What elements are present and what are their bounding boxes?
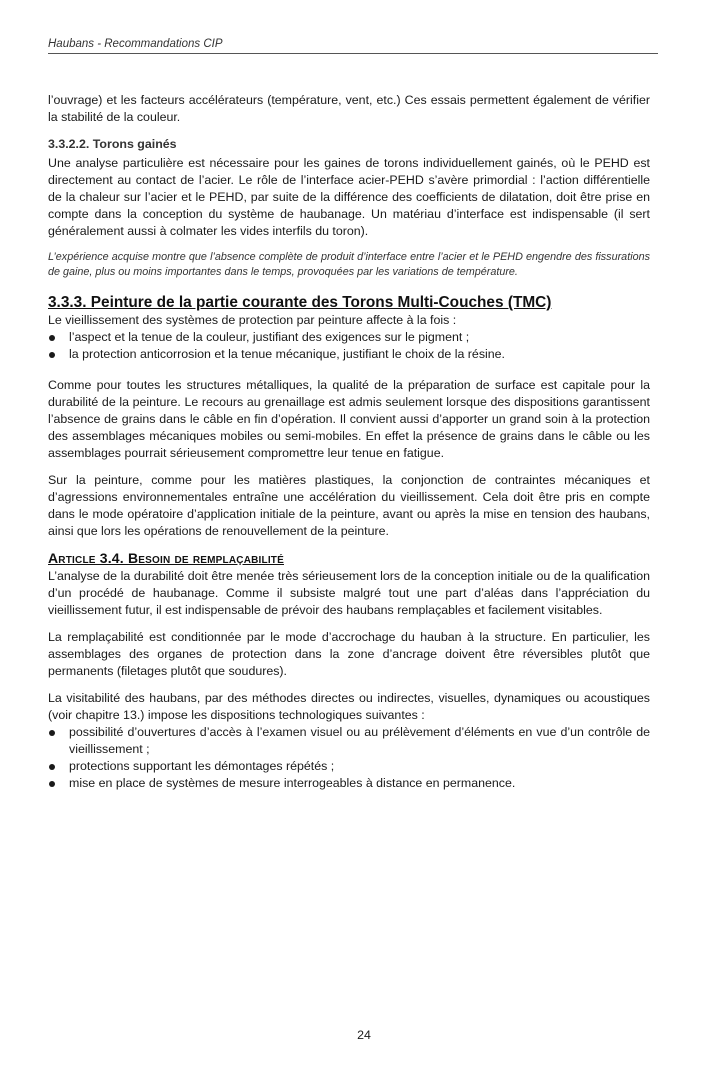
paragraph-torons-gaines: Une analyse particulière est nécessaire pour les gaines de torons individuellement gainés, où le PEHD est directement au contact de l’acier. Le rôle de l’interface acier-PEHD s’avère primordial : l’action différentielle de la chaleur sur l’acier et le PEHD, par suite de la différence des coefficients de dilatation, doit être prise en compte dans la conception du système de haubanage. Un matériau d’interface est indispensable (il sert généralement aussi à colmater les vides interfils du toron). <box>48 156 650 238</box>
page-number: 24 <box>357 1028 371 1042</box>
running-header: Haubans - Recommandations CIP <box>48 38 658 54</box>
subsection-heading-3322: 3.3.2.2. Torons gainés <box>48 137 177 151</box>
bullet-item <box>48 775 650 792</box>
bullet-item <box>48 346 650 363</box>
bullet-text: la protection anticorrosion et la tenue mécanique, justifiant le choix de la résine. <box>69 347 505 361</box>
paragraph-surface-preparation: Comme pour toutes les structures métalliques, la qualité de la préparation de surface est capitale pour la durabilité de la peinture. Le recours au grenaillage est admis seulement lorsque des dispositions garantissent l’absence de grains dans le câble en fin d’opération. Il convient aussi d’apporter un grand soin à la protection des assemblages mécaniques mobiles ou semi-mobiles. En effet la présence de grains dans le câble ou les assemblages pourrait sérieusement compromettre leur tenue en fatigue. <box>48 378 650 460</box>
bullet-item <box>48 758 650 775</box>
bullet-text: possibilité d’ouvertures d’accès à l’examen visuel ou au prélèvement d’éléments en vue d’un contrôle de vieillissement ; <box>69 725 650 756</box>
bullet-dot-icon <box>49 781 55 787</box>
bullet-item <box>48 724 650 758</box>
paragraph-visitabilite: La visitabilité des haubans, par des méthodes directes ou indirectes, visuelles, dynamiques ou acoustiques (voir chapitre 13.) impose les dispositions technologiques suivantes : <box>48 691 650 722</box>
bullet-dot-icon <box>49 352 55 358</box>
bullet-text: l’aspect et la tenue de la couleur, justifiant des exigences sur le pigment ; <box>69 330 470 344</box>
article-heading-34: Article 3.4. Besoin de remplaçabilité <box>48 550 284 566</box>
bullet-dot-icon <box>49 764 55 770</box>
bullet-text: protections supportant les démontages répétés ; <box>69 759 335 773</box>
paragraph-vieillissement-intro: Le vieillissement des systèmes de protection par peinture affecte à la fois : <box>48 313 457 327</box>
intro-paragraph: l’ouvrage) et les facteurs accélérateurs (température, vent, etc.) Ces essais permettent également de vérifier la stabilité de la couleur. <box>48 93 650 124</box>
bullet-dot-icon <box>49 335 55 341</box>
bullet-text: mise en place de systèmes de mesure interrogeables à distance en permanence. <box>69 776 516 790</box>
bullet-list-peinture <box>48 329 650 363</box>
section-heading-333: 3.3.3. Peinture de la partie courante des Torons Multi-Couches (TMC) <box>48 294 552 311</box>
page-content <box>48 92 650 802</box>
paragraph-peinture-contraintes: Sur la peinture, comme pour les matières plastiques, la conjonction de contraintes mécaniques et d’agressions environnementales entraîne une accélération du vieillissement. Cela doit être pris en compte dans le mode opératoire d’application initiale de la peinture, avant ou après la mise en tension des haubans, ainsi que lors les opérations de renouvellement de la peinture. <box>48 473 650 538</box>
bullet-dot-icon <box>49 730 55 736</box>
paragraph-durabilite: L’analyse de la durabilité doit être menée très sérieusement lors de la conception initiale ou de la qualification d’un procédé de haubanage. Comme il subsiste malgré tout une part d’aléas dans l’appréciation du vieillissement futur, il est indispensable de prévoir des haubans remplaçables et facilement visitables. <box>48 569 650 617</box>
paragraph-remplacabilite: La remplaçabilité est conditionnée par le mode d’accrochage du hauban à la structure. En particulier, les assemblages des organes de protection dans la zone d’ancrage doivent être réversibles plutôt que permanents (filetages plutôt que soudures). <box>48 630 650 678</box>
bullet-item <box>48 329 650 346</box>
bullet-list-dispositions <box>48 724 650 792</box>
italic-note: L’expérience acquise montre que l’absence complète de produit d’interface entre l’acier et le PEHD engendre des fissurations de gaine, plus ou moins importantes dans le temps, provoquées par les variations de température. <box>48 251 650 278</box>
